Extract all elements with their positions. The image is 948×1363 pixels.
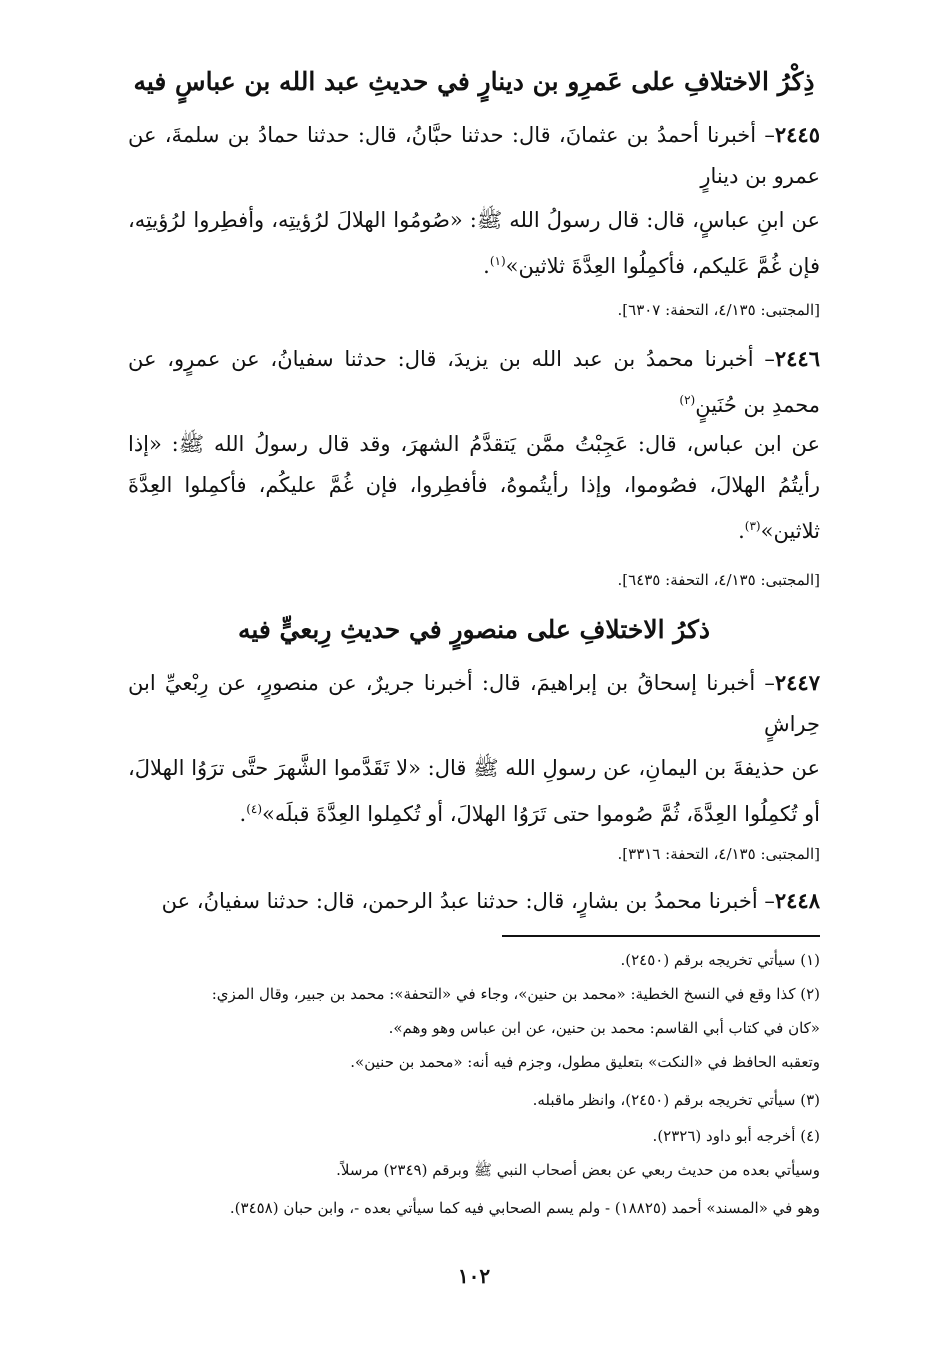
footnote-4-cont: وهو في «المسند» أحمد (١٨٨٢٥) - ولم يسم الصحابي فيه كما سيأتي بعده -، وابن حبان (٣٤٥٨). [229,1199,820,1217]
hadith-2446-text: عن ابن عباس، قال: عَجِبْتُ ممَّن يَتقدَّمُ الشهرَ، وقد قال رسولُ الله ﷺ: «إذا رأيتُمُ الهلالَ، فصُوموا، وإذا رأيتُموهُ، فأفطِروا، فإن غُمَّ عليكُم، فأكمِلوا العِدَّةَ ثلاثين»$^{(٣)}$. [128,432,820,543]
footnote-4-cont: وسيأتي بعده من حديث ربعي عن بعض أصحاب النبي ﷺ وبرقم (٢٣٤٩) مرسلاً. [336,1161,820,1179]
section-heading-2: ذكرُ الاختلافِ على منصورٍ في حديثِ رِبعيٍّ فيه [237,615,711,644]
hadith-2445-chain [128,114,820,197]
hadith-2447-chain [128,662,820,745]
hadith-2447-text: عن حذيفةَ بن اليمانِ، عن رسولِ الله ﷺ قال: «لا تَقَدَّموا الشَّهرَ حتَّى ترَوُا الهلالَ، أو تُكمِلُوا العِدَّةَ، ثُمَّ صُوموا حتى تَرَوُا الهلالَ، أو تُكمِلوا العِدَّةَ قبلَه»$^{(٤)}$. [128,756,820,826]
hadith-reference: [المجتبى: ٤/١٣٥، التحفة: ٦٤٣٥]. [617,571,820,589]
hadith-number: ٢٤٤٧ [774,670,820,695]
hadith-text: عن ابنِ عباسٍ، قال: قال رسولُ الله ﷺ: «صُومُوا الهلالَ لرُؤيتِه، وأفطِروا لرُؤيتِه، فإن غُمَّ عَليكم، فأكمِلُوا العِدَّةَ ثلاثين» [128,208,820,278]
footnote-4: (٤) أخرجه أبو داود (٢٣٢٦). [652,1127,820,1145]
hadith-reference: [المجتبى: ٤/١٣٥، التحفة: ٣٣١٦]. [617,845,820,863]
hadith-chain-text: – أخبرنا محمدُ بن عبد الله بن يزيدَ، قال: حدثنا سفيانُ، عن عمرٍو، عن محمدِ بن حُنَينٍ [128,347,820,417]
footnote-3: (٣) سيأتي تخريجه برقم (٢٤٥٠)، وانظر ماقبله. [532,1091,820,1109]
hadith-chain-text: – أخبرنا إسحاقُ بن إبراهيمَ، قال: أخبرنا جريرٌ، عن منصورٍ، عن رِبْعيِّ ابن حِراشٍ [128,671,820,736]
hadith-number: ٢٤٤٦ [774,346,820,371]
footnote-marker: (١) [489,254,506,268]
hadith-text: عن حذيفةَ بن اليمانِ، عن رسولِ الله ﷺ قال: «لا تَقَدَّموا الشَّهرَ حتَّى ترَوُا الهلالَ، أو تُكمِلُوا العِدَّةَ، ثُمَّ صُوموا حتى تَرَوُا الهلالَ، أو تُكمِلوا العِدَّةَ قبلَه» [128,756,820,826]
footnote-2-cont: وتعقبه الحافظ في «النكت» بتعليق مطول، وجزم فيه أنه: «محمد بن حنين». [350,1053,820,1071]
footnote-2-cont: «كان في كتاب أبي القاسم: محمد بن حنين، عن ابن عباس وهو وهم». [388,1019,820,1037]
hadith-chain-text: – أخبرنا محمدُ بن بشارٍ، قال: حدثنا عبدُ الرحمن، قال: حدثنا سفيانُ، عن [161,889,775,913]
footnote-1: (١) سيأتي تخريجه برقم (٢٤٥٠). [620,951,820,969]
footnote-2: (٢) كذا وقع في النسخ الخطية: «محمد بن حنين»، وجاء في «التحفة»: محمد بن جبير، وقال المزي: [211,985,820,1003]
footnote-marker: (٤) [246,802,263,816]
section-heading-1: ذِكْرُ الاختلافِ على عَمرِو بن دينارٍ في حديثِ عبد الله بن عباسٍ فيه [133,67,815,96]
hadith-text: عن ابن عباس، قال: عَجِبْتُ ممَّن يَتقدَّمُ الشهرَ، وقد قال رسولُ الله ﷺ: «إذا رأيتُمُ الهلالَ، فصُوموا، وإذا رأيتُموهُ، فأفطِروا، فإن غُمَّ عليكُم، فأكمِلوا العِدَّةَ ثلاثين» [128,432,820,543]
hadith-2448-chain [128,880,820,922]
hadith-2446-chain [128,338,820,426]
footnote-marker: (٢) [679,393,696,407]
hadith-number: ٢٤٤٥ [774,122,820,147]
hadith-2445-text: عن ابنِ عباسٍ، قال: قال رسولُ الله ﷺ: «صُومُوا الهلالَ لرُؤيتِه، وأفطِروا لرُؤيتِه، فإن غُمَّ عَليكم، فأكمِلُوا العِدَّةَ ثلاثين»$^{(١)}$. [128,208,820,278]
hadith-reference: [المجتبى: ٤/١٣٥، التحفة: ٦٣٠٧]. [617,301,820,319]
page-number: ١٠٢ [457,1264,491,1288]
hadith-number: ٢٤٤٨ [774,888,820,913]
footnote-marker: (٣) [744,519,761,533]
hadith-chain-text: – أخبرنا أحمدُ بن عثمانَ، قال: حدثنا حبَّانُ، قال: حدثنا حمادُ بن سلمةَ، عن عمرو بن دينارٍ [128,123,820,188]
footnote-separator [502,935,820,937]
